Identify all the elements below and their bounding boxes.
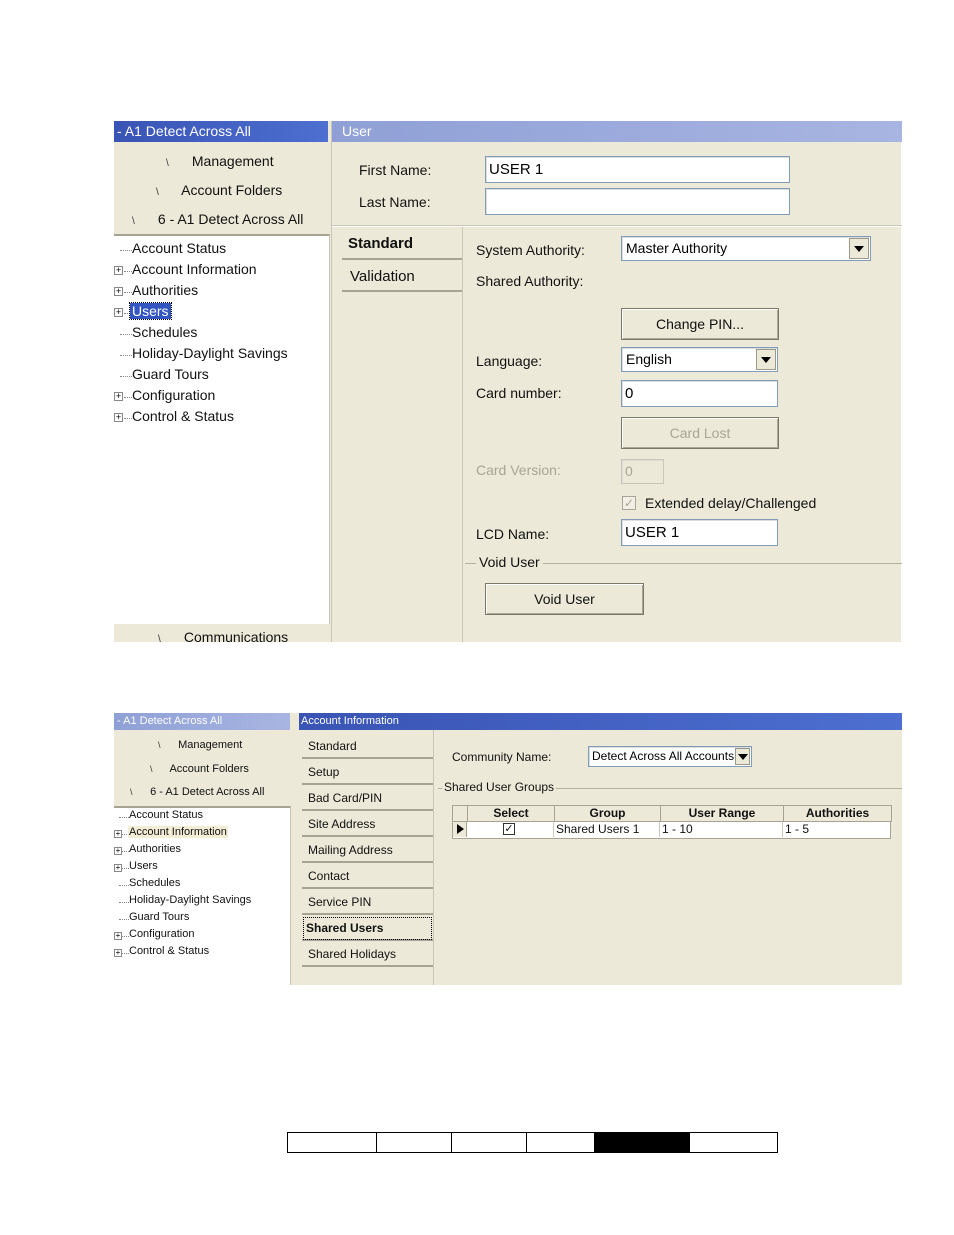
nav-communications[interactable] [158,629,288,642]
card-version-input: 0 [621,459,664,484]
nav-label: Management [191,153,274,169]
nav-account-folders[interactable] [150,763,249,775]
tree-item-account-information[interactable] [114,261,328,281]
tab-bad-card-pin[interactable]: Bad Card/PIN [302,786,433,811]
select-checkbox[interactable]: ✓ [504,823,514,835]
grid-cell-authorities: 1 - 5 [783,822,890,837]
page-segment [376,1132,452,1153]
tree-item-label: Account Information [132,261,257,277]
left-pane [114,121,330,642]
tree-item-account-status[interactable] [114,240,328,260]
tree-item-label: Holiday-Daylight Savings [132,345,288,361]
grid-row-header-corner [452,805,468,822]
right-pane [331,121,901,642]
expand-icon[interactable]: + [115,931,121,940]
tab-standard[interactable]: Standard [302,734,433,759]
nav-account[interactable] [130,786,264,798]
void-group-title: Void User [476,554,543,570]
tree-item-label: Users [132,303,169,319]
tree-item-label: Control & Status [132,408,234,424]
grid-header-authorities[interactable]: Authorities [783,805,892,822]
right-pane-title: Account Information [299,713,902,730]
void-user-button[interactable]: Void User [485,583,644,615]
tree-item-label: Control & Status [129,945,210,957]
dropdown-arrow-icon[interactable] [756,349,776,370]
dropdown-arrow-icon[interactable] [735,748,750,765]
tree-item-label: Configuration [132,387,216,403]
left-pane-title: - A1 Detect Across All [114,121,328,142]
chevron-icon: \ [166,158,169,169]
card-number-input[interactable]: 0 [621,380,778,407]
expand-icon[interactable]: + [115,846,121,855]
tree-item-label: Configuration [129,928,195,940]
last-name-input[interactable] [485,188,790,215]
shared-groups-title: Shared User Groups [444,780,555,794]
expand-icon[interactable]: + [115,863,121,872]
community-name-select[interactable] [588,746,752,767]
first-name-input[interactable]: USER 1 [485,156,790,183]
tree-item-holiday[interactable] [114,345,328,365]
community-name-label: Community Name: [452,750,552,764]
tab-mailing-address[interactable]: Mailing Address [302,838,433,863]
tree-item-authorities[interactable] [114,843,289,859]
chevron-icon: \ [156,187,159,198]
tree-item-label: Account Status [129,809,203,821]
tree-item-account-status[interactable] [114,809,289,825]
tree-item-configuration[interactable] [114,928,289,944]
tab-shared-users[interactable]: Shared Users [302,916,433,941]
extended-delay-checkbox[interactable]: ✓ [623,496,635,510]
tree-item-schedules[interactable] [114,324,328,344]
page-segment [689,1132,778,1153]
language-label: Language: [476,353,543,369]
table-row[interactable] [453,822,890,837]
grid-cell-select[interactable] [467,822,554,837]
page-indicator [287,1132,778,1153]
tree-item-label: Holiday-Daylight Savings [129,894,252,906]
expand-icon[interactable]: + [115,265,122,275]
tree-item-holiday[interactable] [114,894,289,910]
nav-label: Management [178,739,243,751]
tab-standard[interactable]: Standard [342,227,462,260]
page-segment [526,1132,595,1153]
tab-site-address[interactable]: Site Address [302,812,433,837]
tree-item-guard-tours[interactable] [114,366,328,386]
lcd-name-input[interactable]: USER 1 [621,519,778,546]
nav-management[interactable] [166,153,274,169]
nav-label: 6 - A1 Detect Across All [157,211,304,227]
tab-contact[interactable]: Contact [302,864,433,889]
page-segment [451,1132,527,1153]
tree-item-account-information[interactable] [114,826,289,842]
tab-validation[interactable]: Validation [342,261,462,292]
nav-label: 6 - A1 Detect Across All [150,786,265,798]
tab-setup[interactable]: Setup [302,760,433,785]
card-number-label: Card number: [476,385,562,401]
tab-shared-holidays[interactable]: Shared Holidays [302,942,433,967]
tree-item-label: Guard Tours [129,911,190,923]
left-pane [114,713,291,985]
nav-label: Account Folders [169,763,249,775]
expand-icon[interactable]: + [115,391,122,401]
tree-item-label: Schedules [132,324,198,340]
chevron-icon: \ [130,787,133,797]
nav-label: Communications [183,629,289,642]
row-pointer-icon [453,822,467,837]
tree-item-guard-tours[interactable] [114,911,289,927]
tree-item-label: Authorities [132,282,199,298]
chevron-icon: \ [158,740,161,750]
change-pin-button[interactable]: Change PIN... [621,308,779,340]
community-name-value: Detect Across All Accounts [592,749,735,763]
nav-account[interactable] [132,211,303,227]
grid-header-select[interactable]: Select [467,805,555,822]
card-version-label: Card Version: [476,462,561,478]
nav-label: Account Folders [181,182,283,198]
tree-item-users[interactable] [114,303,328,323]
expand-icon[interactable]: + [115,829,121,838]
first-name-label: First Name: [359,162,432,178]
system-authority-label: System Authority: [476,242,585,258]
page-segment-active [594,1132,690,1153]
tree-item-control-status[interactable] [114,408,328,428]
tree-item-configuration[interactable] [114,387,328,407]
left-pane-title: - A1 Detect Across All [114,713,290,730]
chevron-icon: \ [158,634,161,642]
expand-icon[interactable]: + [115,412,122,422]
grid-header-user-range[interactable]: User Range [660,805,784,822]
tree-item-label: Schedules [129,877,181,889]
extended-delay-label: Extended delay/Challenged [645,495,817,511]
chevron-icon: \ [150,764,153,774]
grid-cell-group: Shared Users 1 [554,822,660,837]
right-pane [299,713,902,985]
lcd-name-label: LCD Name: [476,526,550,542]
chevron-icon: \ [132,216,135,227]
grid-cell-user-range: 1 - 10 [660,822,783,837]
nav-account-folders[interactable] [156,182,282,198]
card-lost-button[interactable]: Card Lost [621,417,779,449]
tree-view [114,234,330,624]
language-select[interactable] [621,347,778,372]
tree-item-label: Authorities [129,843,181,855]
tree-item-authorities[interactable] [114,282,328,302]
grid-header-group[interactable]: Group [554,805,661,822]
language-value: English [626,351,672,367]
tree-item-users[interactable] [114,860,289,876]
nav-management[interactable] [158,739,242,751]
dropdown-arrow-icon[interactable] [849,238,869,259]
tree-item-label: Account Status [132,240,227,256]
tree-item-control-status[interactable] [114,945,289,961]
tab-service-pin[interactable]: Service PIN [302,890,433,915]
tree-item-label: Guard Tours [132,366,209,382]
right-pane-title: User [332,121,902,142]
tree-item-label: Users [129,860,158,872]
expand-icon[interactable]: + [115,948,121,957]
account-information-window [114,713,902,985]
tree-item-schedules[interactable] [114,877,289,893]
shared-authority-label: Shared Authority: [476,273,584,289]
tree-item-label: Account Information [129,826,227,838]
system-authority-value: Master Authority [626,240,728,256]
page-segment [287,1132,377,1153]
user-window [114,121,901,642]
last-name-label: Last Name: [359,194,431,210]
tree-view [114,806,291,985]
shared-groups-grid [452,805,891,839]
system-authority-select[interactable] [621,236,871,261]
expand-icon[interactable]: + [115,286,122,296]
expand-icon[interactable]: + [115,307,122,317]
